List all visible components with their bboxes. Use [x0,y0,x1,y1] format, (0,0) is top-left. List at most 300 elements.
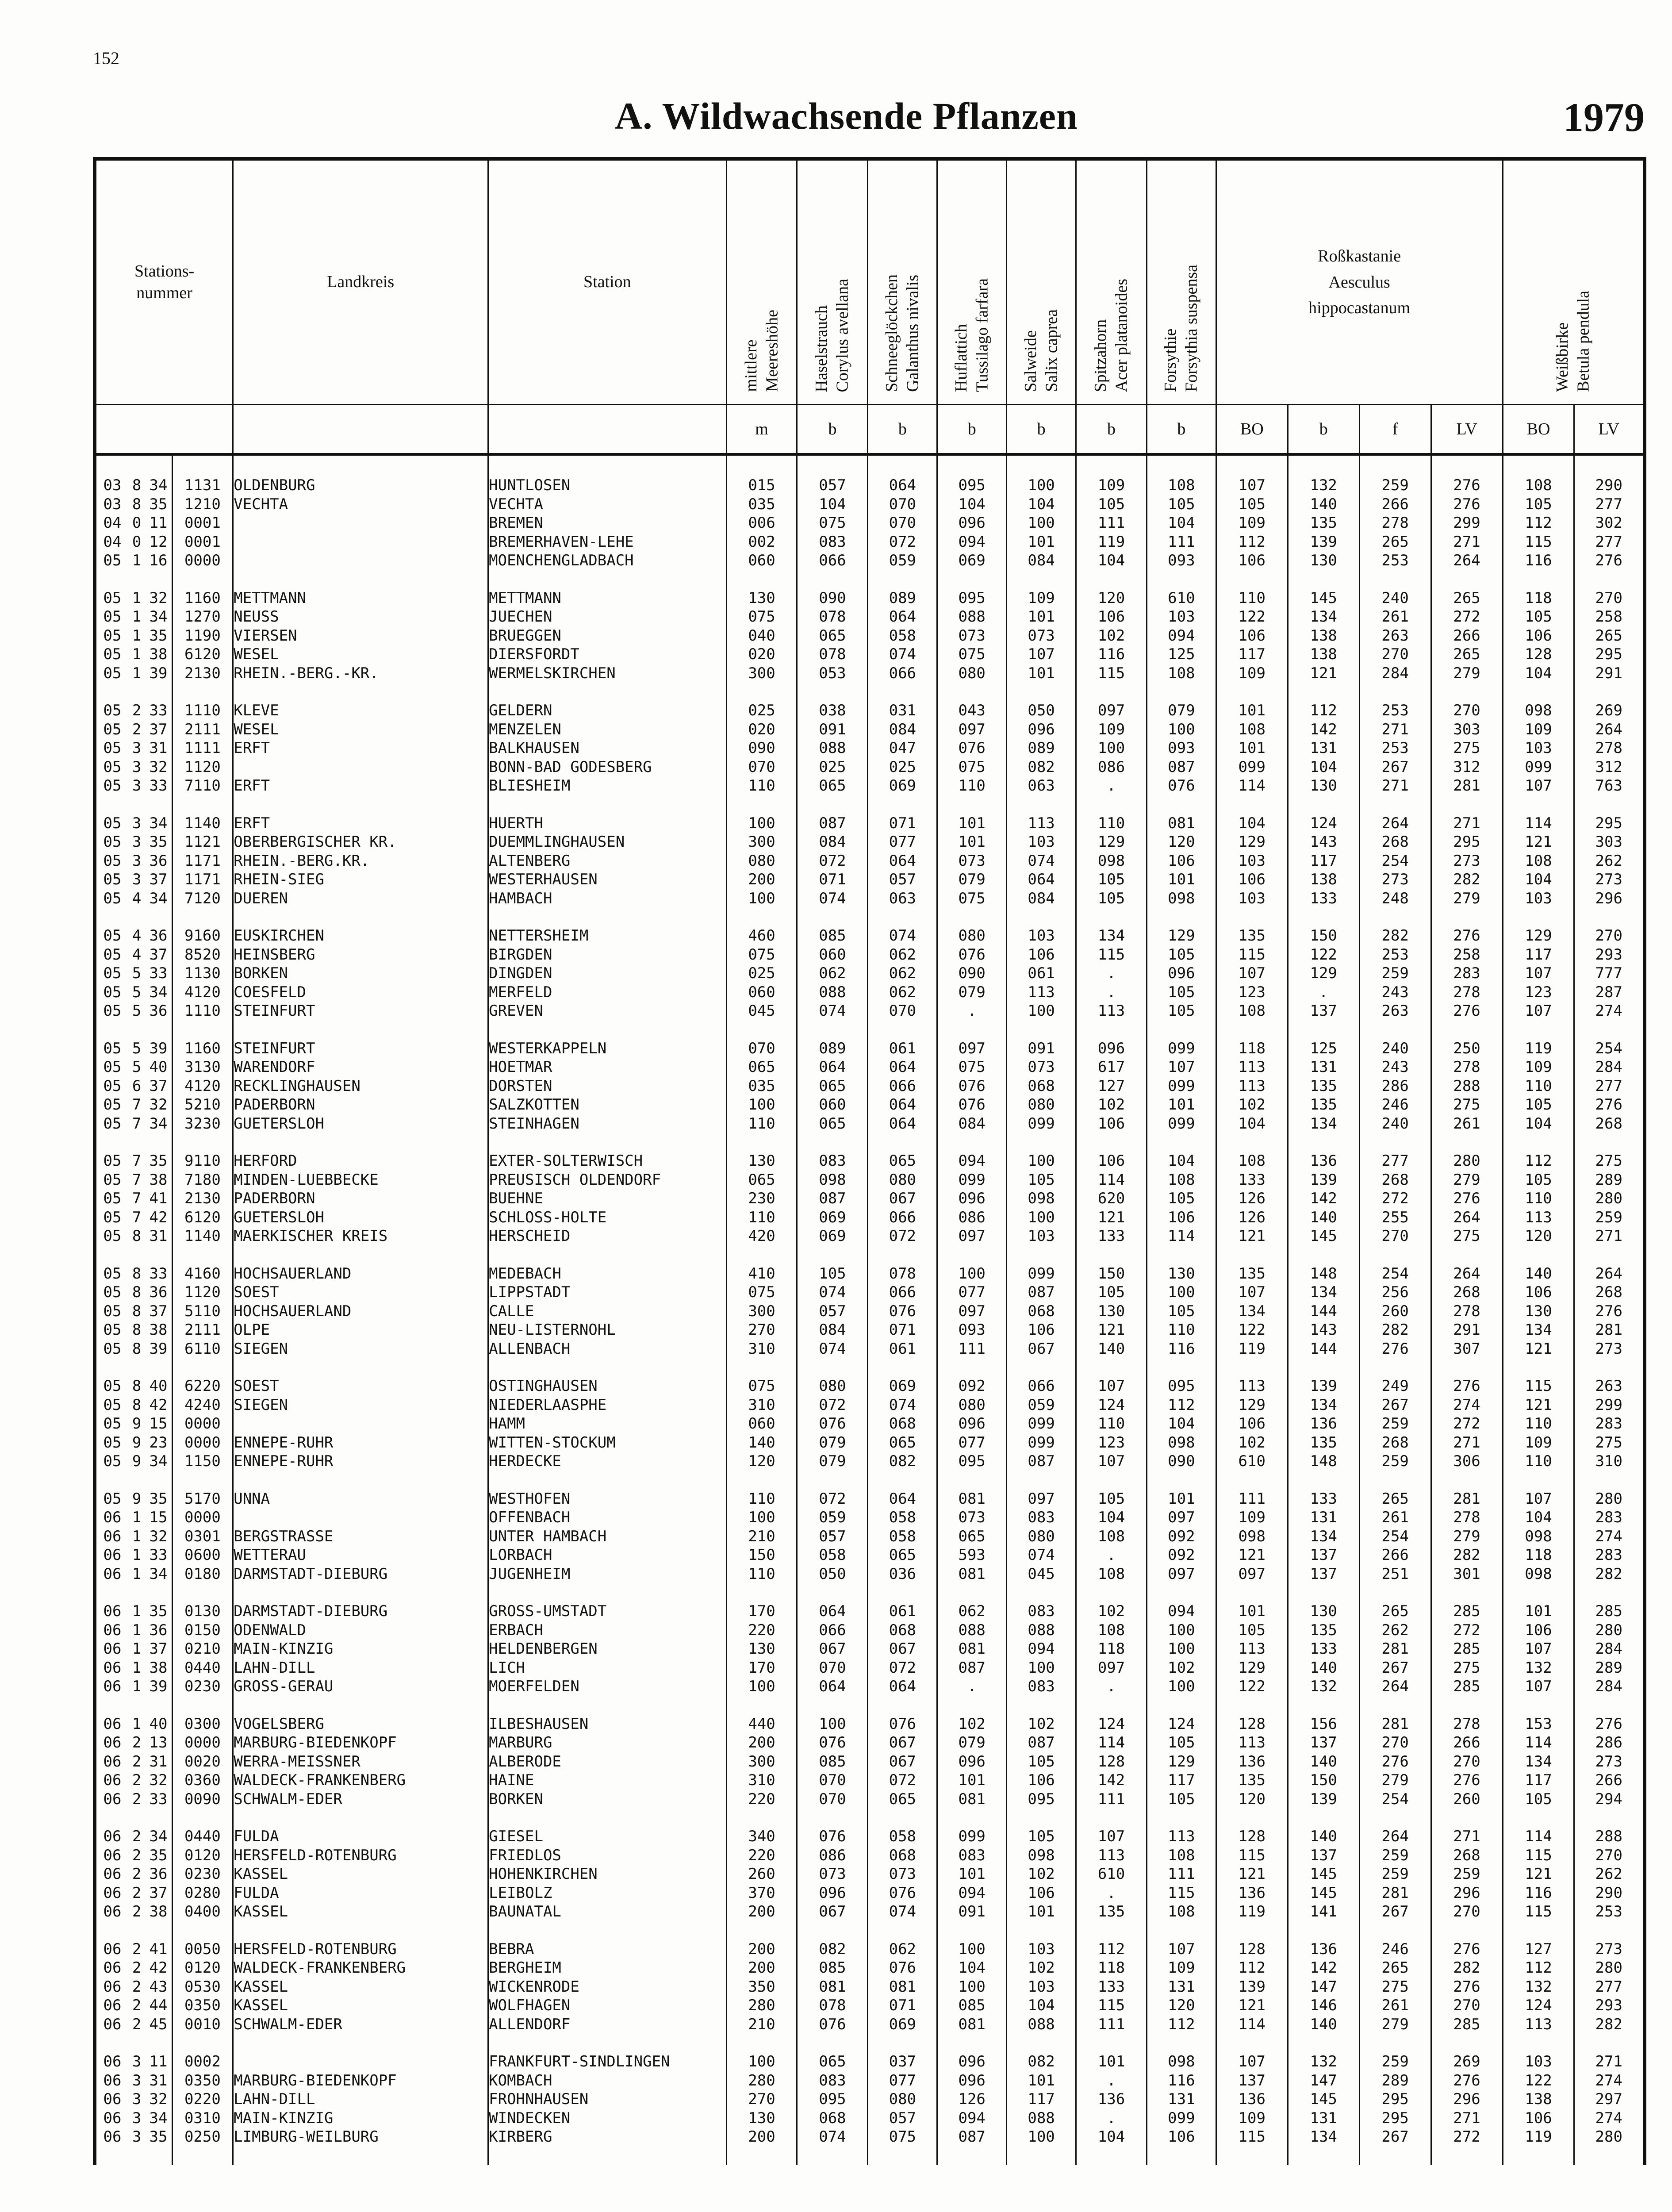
cell-rk-lv: 285 [1431,1640,1503,1659]
spacer-cell [1076,2034,1147,2052]
cell-schneegloeckchen: 064 [868,852,937,871]
spacer-cell [128,1021,145,1039]
cell-rk-bo: 107 [1216,1283,1288,1302]
cell-sn2: 1 [132,1565,142,1583]
cell-forsythie: 099 [1147,2109,1216,2128]
cell-salweide: 106 [1007,1884,1076,1903]
cell-rk-lv: 312 [1431,758,1503,777]
cell-landkreis [233,758,488,777]
cell-haselstrauch: 089 [797,1039,868,1058]
cell-landkreis: OLDENBURG [233,476,488,495]
cell-station: BRUEGGEN [488,626,726,645]
cell-haselstrauch: 068 [797,2109,868,2128]
cell-salweide: 107 [1007,645,1076,664]
cell-schneegloeckchen: 065 [868,1433,937,1452]
table-row [95,1321,1645,1340]
cell-rk-f: 270 [1359,1227,1431,1246]
cell-forsythie: 109 [1147,1959,1216,1978]
cell-station: NIEDERLAASPHE [488,1396,726,1415]
cell-rk-f: 240 [1359,1114,1431,1133]
spacer-cell [1431,570,1503,589]
cell-huflattich: 080 [937,926,1007,945]
table-row [95,720,1645,739]
cell-rk-b: 137 [1288,1565,1359,1584]
cell-schneegloeckchen: 074 [868,1902,937,1921]
cell-rk-b: 135 [1288,514,1359,533]
cell-wb-bo: 114 [1503,1733,1574,1752]
spacer-cell [145,1021,172,1039]
cell-schneegloeckchen: 061 [868,1602,937,1621]
cell-wb-bo: 121 [1503,1396,1574,1415]
spacer-cell [145,1133,172,1152]
spacer-cell [488,454,726,476]
cell-sn4: 0280 [172,1884,233,1903]
spacer-cell [1076,1133,1147,1152]
cell-rk-b: 140 [1288,1752,1359,1771]
cell-sn1: 05 [95,1227,128,1246]
cell-rk-f: 246 [1359,1940,1431,1959]
cell-rk-bo: 129 [1216,833,1288,852]
cell-salweide: 102 [1007,1959,1076,1978]
spacer-cell [128,908,145,926]
cell-rk-bo: 115 [1216,2128,1288,2147]
cell-schneegloeckchen: 068 [868,1846,937,1865]
cell-sn3: 37 [149,1884,168,1902]
cell-forsythie: 092 [1147,1546,1216,1565]
cell-wb-lv: 262 [1574,852,1645,871]
cell-spitzahorn: 118 [1076,1640,1147,1659]
spacer-cell [797,795,868,814]
cell-schneegloeckchen: 069 [868,2015,937,2034]
cell-huflattich: 099 [937,1827,1007,1846]
cell-rk-lv: 276 [1431,1978,1503,1997]
spacer-cell [1216,2034,1288,2052]
cell-sn4: 0120 [172,1846,233,1865]
cell-wb-bo: 104 [1503,1114,1574,1133]
cell-haselstrauch: 072 [797,1396,868,1415]
cell-rk-b: 140 [1288,495,1359,514]
cell-huflattich: 099 [937,1171,1007,1190]
spacer-cell [233,908,488,926]
table-row [95,852,1645,871]
cell-rk-bo: 115 [1216,945,1288,964]
cell-sn1: 06 [95,1940,128,1959]
cell-rk-lv: 265 [1431,589,1503,608]
cell-station: HOHENKIRCHEN [488,1865,726,1884]
cell-sn1: 05 [95,1189,128,1208]
cell-hoehe: 260 [726,1865,797,1884]
cell-forsythie: 099 [1147,1114,1216,1133]
spacer-cell [726,454,797,476]
cell-huflattich: 096 [937,514,1007,533]
cell-wb-lv: 262 [1574,1865,1645,1884]
spacer-cell [1288,1246,1359,1264]
cell-rk-lv: 285 [1431,2015,1503,2034]
spacer-cell [797,1809,868,1827]
cell-wb-lv: 283 [1574,1508,1645,1527]
cell-wb-lv: 302 [1574,514,1645,533]
cell-salweide: 113 [1007,814,1076,833]
cell-landkreis: DUEREN [233,889,488,908]
cell-sn4: 2111 [172,720,233,739]
cell-sn2: 7 [132,1190,142,1207]
cell-forsythie: 097 [1147,1565,1216,1584]
cell-wb-lv: 297 [1574,2090,1645,2109]
cell-haselstrauch: 083 [797,533,868,552]
cell-hoehe: 045 [726,1002,797,1021]
table-row [95,1602,1645,1621]
spacer-cell [233,1921,488,1940]
cell-sn2: 3 [132,2090,142,2108]
cell-spitzahorn: 127 [1076,1077,1147,1096]
cell-huflattich: 593 [937,1546,1007,1565]
cell-sn2: 1 [132,1509,142,1526]
spacer-cell [1007,1809,1076,1827]
cell-salweide: 082 [1007,758,1076,777]
cell-sn4: 9160 [172,926,233,945]
cell-rk-b: 147 [1288,1978,1359,1997]
cell-rk-lv: 276 [1431,1002,1503,1021]
cell-hoehe: 300 [726,1752,797,1771]
unit-rk-bo: BO [1216,405,1288,455]
cell-rk-f: 284 [1359,664,1431,683]
spacer-cell [488,795,726,814]
spacer-cell [1359,1809,1431,1827]
cell-rk-b: 117 [1288,852,1359,871]
table-row [95,1752,1645,1771]
cell-rk-bo: 113 [1216,1640,1288,1659]
cell-rk-bo: 113 [1216,1733,1288,1752]
spacer-cell [95,1021,128,1039]
spacer-cell [1574,2034,1645,2052]
cell-salweide: 113 [1007,983,1076,1002]
cell-huflattich: 104 [937,1959,1007,1978]
spacer-cell [488,1809,726,1827]
spacer-cell [95,1246,128,1264]
cell-landkreis: STEINFURT [233,1039,488,1058]
cell-wb-bo: 107 [1503,1002,1574,1021]
cell-sn3: 15 [149,1509,168,1526]
cell-rk-f: 276 [1359,1340,1431,1359]
cell-rk-f: 254 [1359,1790,1431,1809]
cell-rk-lv: 276 [1431,495,1503,514]
cell-rk-f: 268 [1359,1171,1431,1190]
spacer-cell [1359,570,1431,589]
cell-schneegloeckchen: 076 [868,1884,937,1903]
cell-rk-bo: 108 [1216,720,1288,739]
cell-salweide: 105 [1007,1827,1076,1846]
cell-rk-lv: 269 [1431,2052,1503,2071]
cell-sn2: 2 [132,702,142,719]
cell-station: HAMBACH [488,889,726,908]
table-row [95,476,1645,495]
spacer-cell [128,2147,145,2165]
cell-haselstrauch: 058 [797,1546,868,1565]
cell-landkreis: WERRA-MEISSNER [233,1752,488,1771]
cell-wb-lv: 290 [1574,1884,1645,1903]
cell-salweide: 064 [1007,870,1076,889]
cell-sn4: 1110 [172,1002,233,1021]
table-row [95,983,1645,1002]
spacer-cell [1076,1809,1147,1827]
cell-rk-f: 265 [1359,1959,1431,1978]
spacer-cell [233,2147,488,2165]
cell-rk-bo: 097 [1216,1565,1288,1584]
cell-spitzahorn: 104 [1076,551,1147,570]
cell-wb-lv: 276 [1574,551,1645,570]
cell-rk-bo: 109 [1216,1508,1288,1527]
cell-sn3: 36 [149,1002,168,1020]
cell-rk-f: 264 [1359,1827,1431,1846]
cell-rk-lv: 307 [1431,1340,1503,1359]
spacer-cell [1359,795,1431,814]
cell-rk-f: 254 [1359,1264,1431,1283]
cell-hoehe: 300 [726,1302,797,1321]
cell-sn3: 39 [149,1039,168,1057]
cell-sn4: 0310 [172,2109,233,2128]
cell-rk-lv: 280 [1431,1152,1503,1171]
cell-sn2: 1 [132,589,142,607]
cell-sn3: 35 [149,1490,168,1508]
cell-forsythie: 112 [1147,1396,1216,1415]
cell-sn3: 37 [149,871,168,888]
cell-sn2: 9 [132,1415,142,1432]
spacer-cell [726,1246,797,1264]
table-row [95,1940,1645,1959]
cell-sn3: 32 [149,1771,168,1789]
cell-forsythie: 105 [1147,1790,1216,1809]
cell-sn4: 7110 [172,776,233,795]
cell-landkreis: RHEIN.-BERG.-KR. [233,664,488,683]
cell-landkreis: ODENWALD [233,1621,488,1640]
cell-haselstrauch: 074 [797,1283,868,1302]
cell-haselstrauch: 065 [797,2052,868,2071]
cell-haselstrauch: 053 [797,664,868,683]
cell-rk-bo: 135 [1216,926,1288,945]
spacer-cell [1503,795,1574,814]
cell-sn3: 31 [149,739,168,757]
cell-landkreis: METTMANN [233,589,488,608]
cell-spitzahorn: 134 [1076,926,1147,945]
cell-sn1: 05 [95,1452,128,1471]
cell-station: OFFENBACH [488,1508,726,1527]
table-row [95,1114,1645,1133]
spacer-cell [95,1471,128,1490]
cell-forsythie: 103 [1147,607,1216,626]
spacer-cell [488,570,726,589]
cell-landkreis: ERFT [233,814,488,833]
cell-sn3: 34 [149,2109,168,2127]
cell-sn3: 38 [149,645,168,663]
cell-sn1: 06 [95,1771,128,1790]
spacer-cell [233,454,488,476]
spacer-cell [1147,1133,1216,1152]
cell-rk-bo: 115 [1216,1846,1288,1865]
cell-landkreis: VECHTA [233,495,488,514]
header-weissbirke-text: Weißbirke Betula pendula [1553,291,1593,392]
spacer-cell [937,1246,1007,1264]
cell-huflattich: 096 [937,1189,1007,1208]
spacer-cell [488,1358,726,1377]
cell-schneegloeckchen: 072 [868,1659,937,1678]
table-row [95,870,1645,889]
spacer-cell [233,795,488,814]
cell-sn3: 37 [149,1077,168,1095]
cell-sn4: 4120 [172,983,233,1002]
cell-sn4: 8520 [172,945,233,964]
cell-schneegloeckchen: 061 [868,1340,937,1359]
cell-wb-bo: 119 [1503,1039,1574,1058]
spacer-cell [1147,1021,1216,1039]
cell-forsythie: 100 [1147,1621,1216,1640]
cell-rk-f: 282 [1359,926,1431,945]
cell-huflattich: 075 [937,889,1007,908]
spacer-cell [1216,1021,1288,1039]
cell-sn1: 06 [95,1865,128,1884]
cell-landkreis: COESFELD [233,983,488,1002]
cell-sn2: 1 [132,1659,142,1677]
cell-haselstrauch: 083 [797,2071,868,2090]
cell-schneegloeckchen: 066 [868,1208,937,1227]
cell-sn4: 1110 [172,701,233,720]
cell-rk-b: 135 [1288,1077,1359,1096]
spacer-cell [1007,683,1076,701]
group-gap [95,570,1645,589]
cell-forsythie: 105 [1147,1302,1216,1321]
cell-schneegloeckchen: 067 [868,1189,937,1208]
spacer-cell [726,1583,797,1602]
spacer-cell [1574,570,1645,589]
cell-rk-lv: 268 [1431,1846,1503,1865]
spacer-cell [233,1696,488,1715]
cell-sn4: 0210 [172,1640,233,1659]
cell-rk-b: 139 [1288,1377,1359,1396]
cell-schneegloeckchen: 069 [868,776,937,795]
cell-sn2: 3 [132,2128,142,2146]
cell-salweide: 087 [1007,1283,1076,1302]
cell-sn3: 34 [149,1114,168,1133]
spacer-cell [937,1696,1007,1715]
header-landkreis: Landkreis [233,159,488,405]
cell-wb-bo: 098 [1503,701,1574,720]
cell-sn4: 1120 [172,1283,233,1302]
cell-station: DORSTEN [488,1077,726,1096]
cell-rk-b: 148 [1288,1452,1359,1471]
cell-wb-bo: 110 [1503,1452,1574,1471]
cell-wb-bo: 109 [1503,1433,1574,1452]
cell-rk-bo: 109 [1216,664,1288,683]
cell-rk-b: 134 [1288,607,1359,626]
cell-rk-f: 263 [1359,626,1431,645]
cell-forsythie: 087 [1147,758,1216,777]
cell-sn2: 2 [132,1828,142,1845]
cell-spitzahorn: 108 [1076,1565,1147,1584]
cell-station: METTMANN [488,589,726,608]
cell-forsythie: 094 [1147,626,1216,645]
cell-rk-f: 271 [1359,720,1431,739]
table-row [95,1152,1645,1171]
cell-sn1: 05 [95,1114,128,1133]
cell-huflattich: 077 [937,1433,1007,1452]
cell-haselstrauch: 090 [797,589,868,608]
cell-sn2: 3 [132,2071,142,2089]
cell-sn3: 11 [149,514,168,532]
cell-rk-lv: 276 [1431,1940,1503,1959]
cell-sn1: 06 [95,1640,128,1659]
unit-huflattich: b [937,405,1007,455]
cell-spitzahorn: 115 [1076,1996,1147,2015]
cell-forsythie: 104 [1147,514,1216,533]
cell-salweide: 100 [1007,1002,1076,1021]
cell-schneegloeckchen: 062 [868,1940,937,1959]
cell-forsythie: 098 [1147,889,1216,908]
spacer-cell [937,2147,1007,2165]
cell-huflattich: 065 [937,1527,1007,1546]
spacer-cell [868,2034,937,2052]
cell-wb-lv: 263 [1574,1377,1645,1396]
unit-haselstrauch: b [797,405,868,455]
cell-rk-b: . [1288,983,1359,1002]
cell-rk-b: 142 [1288,1959,1359,1978]
cell-sn1: 05 [95,945,128,964]
cell-sn4: 6220 [172,1377,233,1396]
cell-haselstrauch: 086 [797,1846,868,1865]
cell-sn2: 2 [132,1903,142,1920]
unit-wb-bo: BO [1503,405,1574,455]
cell-spitzahorn: 108 [1076,1527,1147,1546]
cell-rk-bo: 128 [1216,1715,1288,1734]
cell-rk-bo: 136 [1216,1884,1288,1903]
cell-spitzahorn: 111 [1076,1790,1147,1809]
cell-rk-lv: 266 [1431,626,1503,645]
cell-landkreis: KASSEL [233,1978,488,1997]
cell-wb-lv: 277 [1574,533,1645,552]
cell-station: HERDECKE [488,1452,726,1471]
header-salweide-text: Salweide Salix caprea [1021,309,1061,392]
cell-station: LICH [488,1659,726,1678]
cell-sn2: 8 [132,476,142,494]
cell-forsythie: 098 [1147,2052,1216,2071]
table-row [95,758,1645,777]
cell-salweide: 088 [1007,1621,1076,1640]
cell-schneegloeckchen: 037 [868,2052,937,2071]
cell-schneegloeckchen: 068 [868,1414,937,1433]
spacer-cell [1503,2034,1574,2052]
cell-wb-lv: 276 [1574,1302,1645,1321]
cell-huflattich: 081 [937,1640,1007,1659]
cell-sn1: 06 [95,1715,128,1734]
cell-schneegloeckchen: 064 [868,476,937,495]
cell-sn3: 41 [149,1190,168,1207]
cell-hoehe: 200 [726,2128,797,2147]
cell-station: BAUNATAL [488,1902,726,1921]
cell-rk-lv: 283 [1431,964,1503,983]
cell-schneegloeckchen: 062 [868,945,937,964]
cell-salweide: 094 [1007,1640,1076,1659]
cell-rk-lv: 306 [1431,1452,1503,1471]
cell-schneegloeckchen: 072 [868,1771,937,1790]
cell-sn1: 06 [95,2071,128,2090]
spacer-cell [1147,908,1216,926]
spacer-cell [1288,795,1359,814]
cell-salweide: 068 [1007,1302,1076,1321]
cell-hoehe: 230 [726,1189,797,1208]
cell-schneegloeckchen: 065 [868,1546,937,1565]
cell-salweide: 100 [1007,2128,1076,2147]
cell-sn2: 3 [132,758,142,776]
spacer-cell [145,683,172,701]
cell-forsythie: 099 [1147,1039,1216,1058]
